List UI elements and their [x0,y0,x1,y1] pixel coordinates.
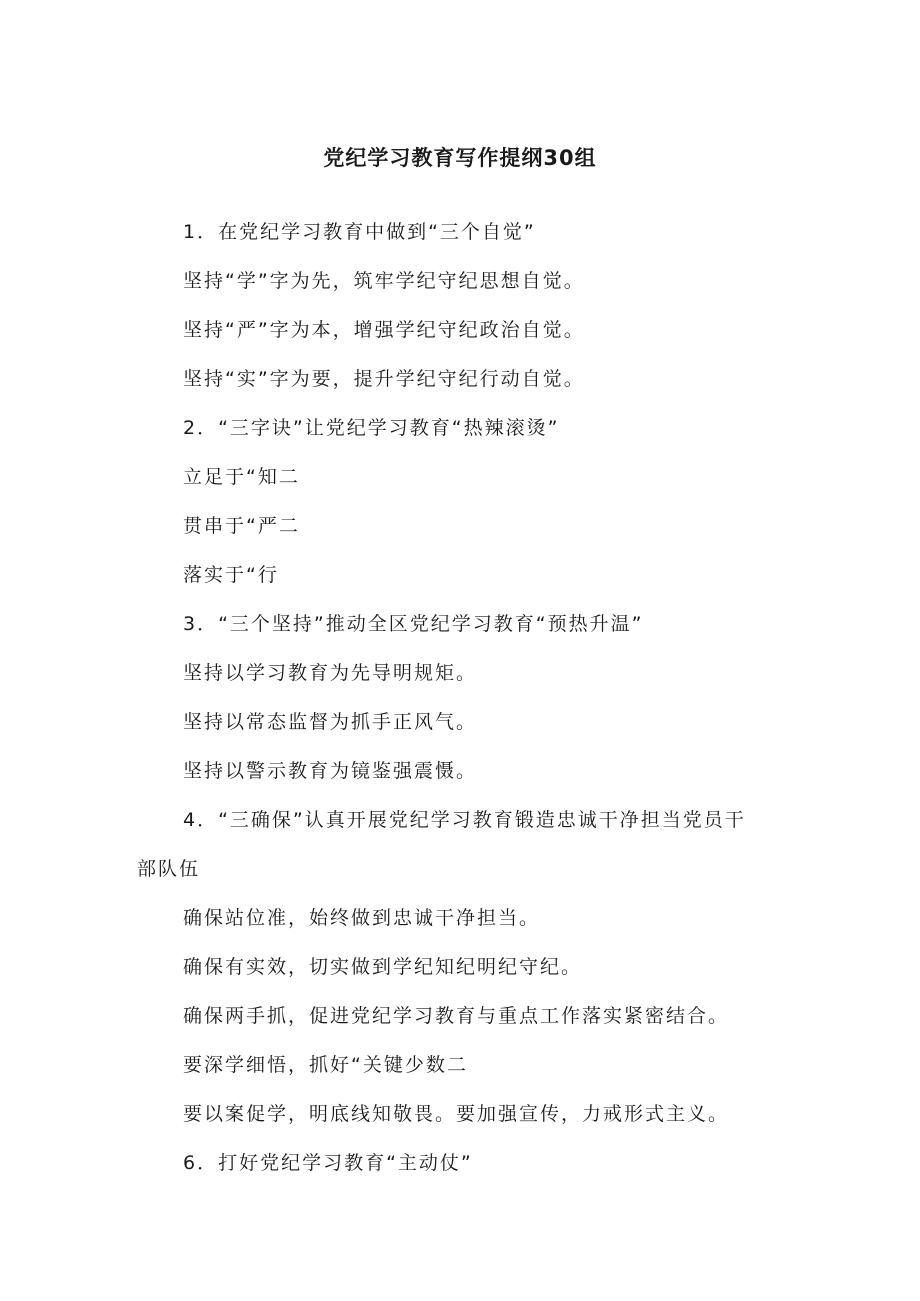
paragraph-line: 坚持“实”字为要，提升学纪守纪行动自觉。 [183,368,585,390]
paragraph-line: 坚持“学”字为先，筑牢学纪守纪思想自觉。 [183,270,585,292]
heading-6: 6．打好党纪学习教育“主动仗” [183,1152,473,1174]
heading-2: 2．“三字诀”让党纪学习教育“热辣滚烫” [183,417,560,439]
paragraph-line: 要以案促学，明底线知敬畏。要加强宣传，力戒形式主义。 [183,1103,730,1125]
paragraph-line: 确保有实效，切实做到学纪知纪明纪守纪。 [183,956,583,978]
paragraph-line: 坚持以警示教育为镜鉴强震慑。 [183,760,478,782]
paragraph-line: 确保站位准，始终做到忠诚干净担当。 [183,907,541,929]
paragraph-line: 坚持以学习教育为先导明规矩。 [183,662,478,684]
paragraph-line: 坚持“严”字为本，增强学纪守纪政治自觉。 [183,319,585,341]
paragraph-line: 立足于“知二 [183,466,300,488]
heading-4-continuation: 部队伍 [137,858,201,880]
heading-3: 3．“三个坚持”推动全区党纪学习教育“预热升温” [183,613,644,635]
heading-4: 4．“三确保”认真开展党纪学习教育锻造忠诚干净担当党员干 [183,809,746,831]
paragraph-line: 确保两手抓，促进党纪学习教育与重点工作落实紧密结合。 [183,1005,730,1027]
document-title: 党纪学习教育写作提纲30组 [323,146,597,170]
paragraph-line: 要深学细悟，抓好“关键少数二 [183,1054,468,1076]
paragraph-line: 坚持以常态监督为抓手正风气。 [183,711,478,733]
paragraph-line: 贯串于“严二 [183,515,300,537]
paragraph-line: 落实于“行 [183,564,279,586]
heading-1: 1．在党纪学习教育中做到“三个自觉” [183,221,536,243]
